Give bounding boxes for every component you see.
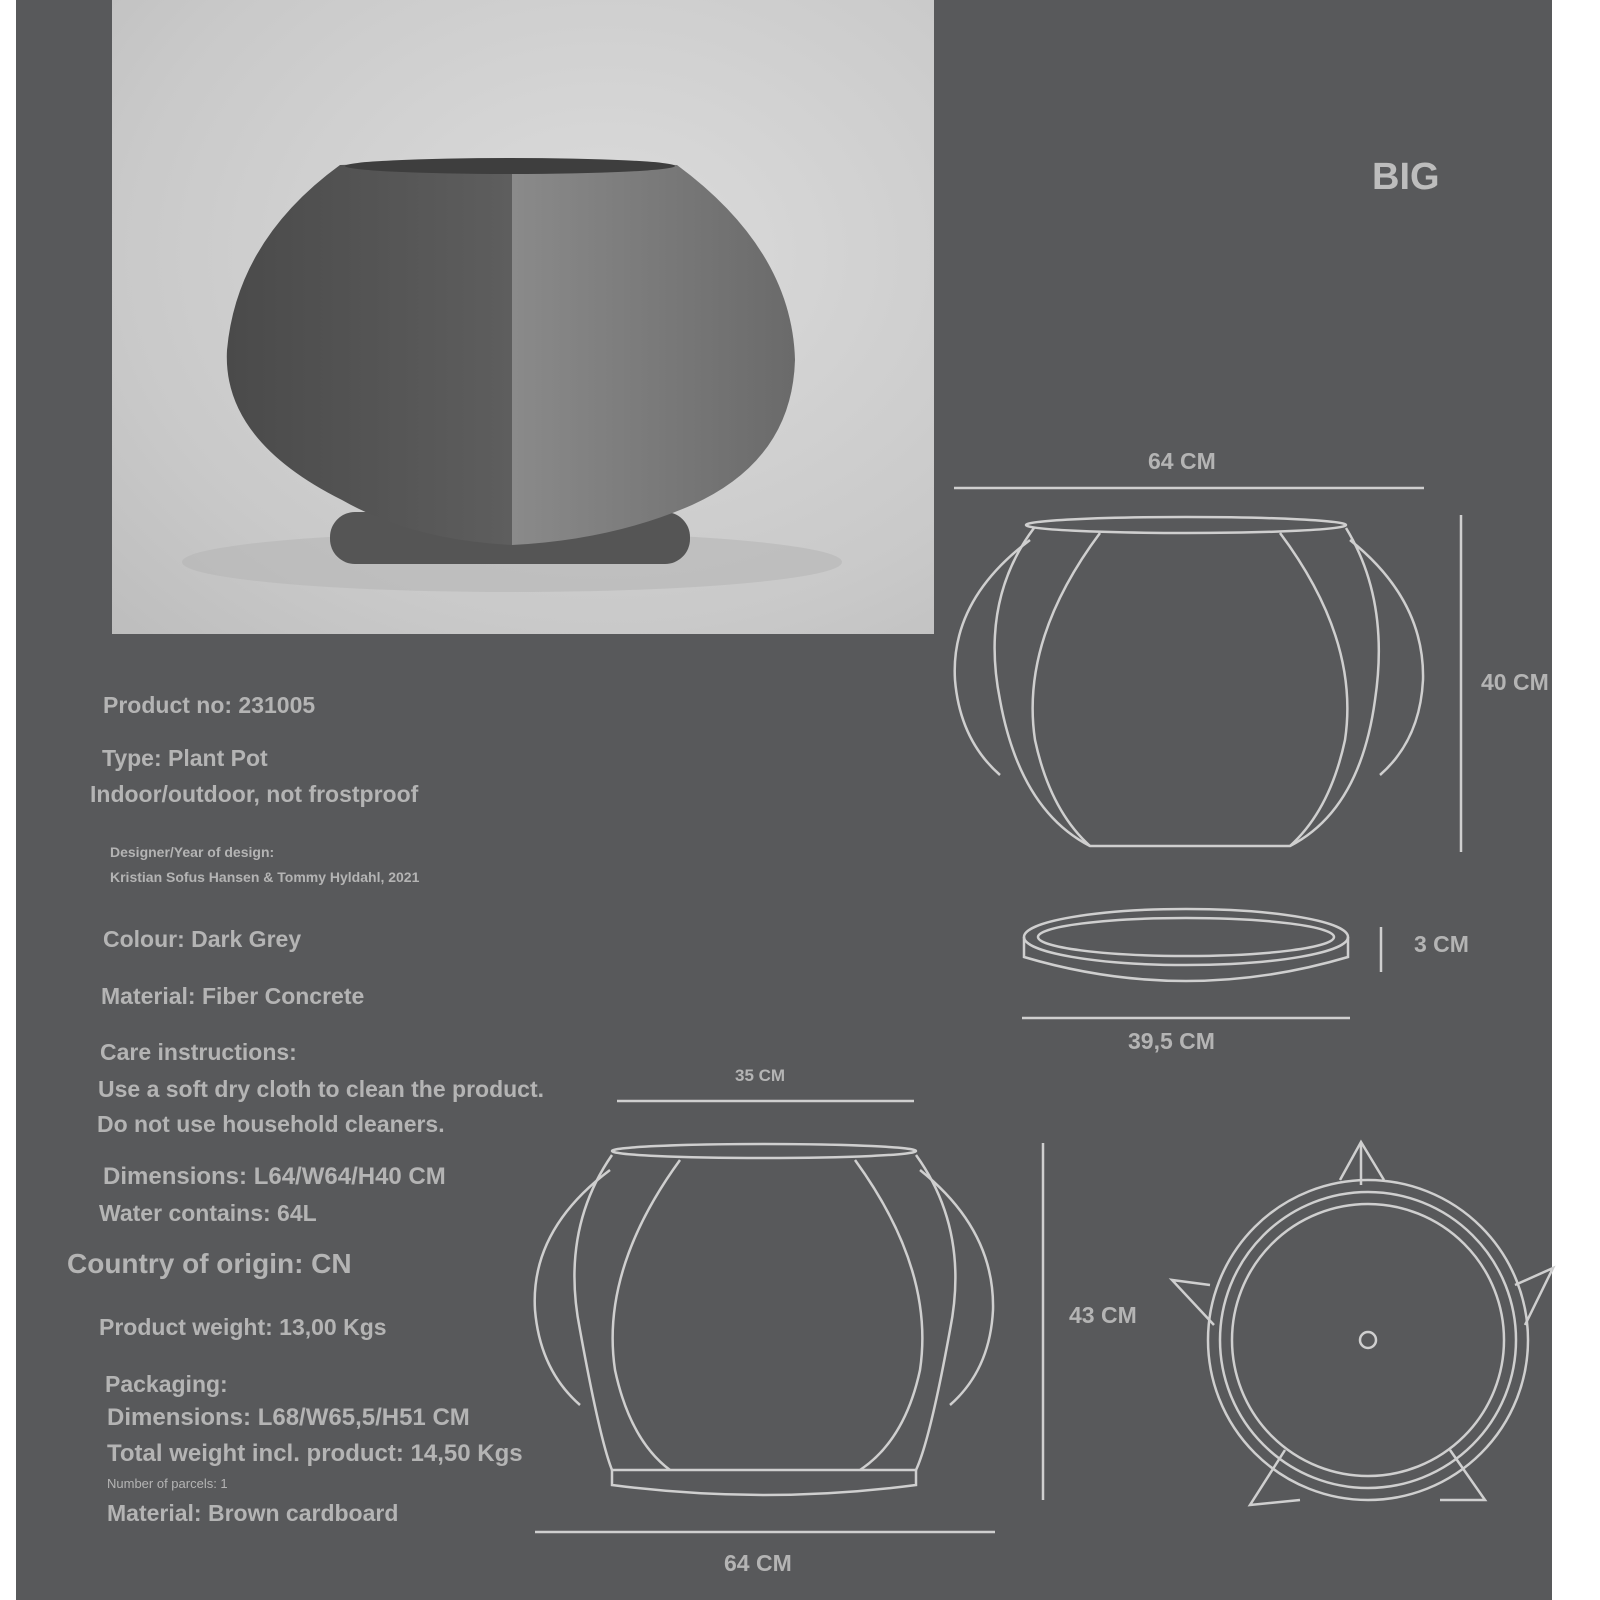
dim-saucer-height: 3 CM	[1414, 931, 1469, 957]
dim-top-height: 40 CM	[1481, 669, 1549, 695]
product-colour: Colour: Dark Grey	[103, 926, 302, 952]
care-line-2: Do not use household cleaners.	[97, 1111, 445, 1137]
packaging-material: Material: Brown cardboard	[107, 1500, 399, 1526]
designer-value: Kristian Sofus Hansen & Tommy Hyldahl, 2021	[110, 869, 420, 885]
water-capacity: Water contains: 64L	[99, 1200, 317, 1226]
product-type: Type: Plant Pot	[102, 745, 268, 771]
dim-saucer-width: 39,5 CM	[1128, 1028, 1215, 1054]
product-number: Product no: 231005	[103, 692, 316, 718]
size-heading: BIG	[1372, 156, 1440, 198]
saucer-drawing	[1022, 909, 1381, 1018]
designer-label: Designer/Year of design:	[110, 844, 275, 860]
care-label: Care instructions:	[100, 1039, 297, 1065]
care-line-1: Use a soft dry cloth to clean the product.	[98, 1076, 545, 1102]
product-weight: Product weight: 13,00 Kgs	[99, 1314, 387, 1340]
dim-top-width: 64 CM	[1148, 448, 1216, 474]
product-usage: Indoor/outdoor, not frostproof	[90, 781, 419, 807]
product-dimensions: Dimensions: L64/W64/H40 CM	[103, 1163, 446, 1190]
packaging-label: Packaging:	[105, 1371, 228, 1397]
dim-bottom-top-width: 35 CM	[735, 1066, 786, 1085]
pot-top-view-drawing	[1172, 1142, 1553, 1505]
dim-bottom-height: 43 CM	[1069, 1302, 1137, 1328]
packaging-total-weight: Total weight incl. product: 14,50 Kgs	[107, 1440, 523, 1467]
pot-bottom-side-drawing	[535, 1101, 1043, 1532]
pot-side-view-drawing	[954, 488, 1461, 852]
dim-bottom-width: 64 CM	[724, 1550, 792, 1576]
packaging-parcels: Number of parcels: 1	[107, 1476, 228, 1491]
country-of-origin: Country of origin: CN	[67, 1248, 352, 1279]
product-material: Material: Fiber Concrete	[101, 983, 365, 1009]
packaging-dimensions: Dimensions: L68/W65,5/H51 CM	[107, 1404, 470, 1431]
